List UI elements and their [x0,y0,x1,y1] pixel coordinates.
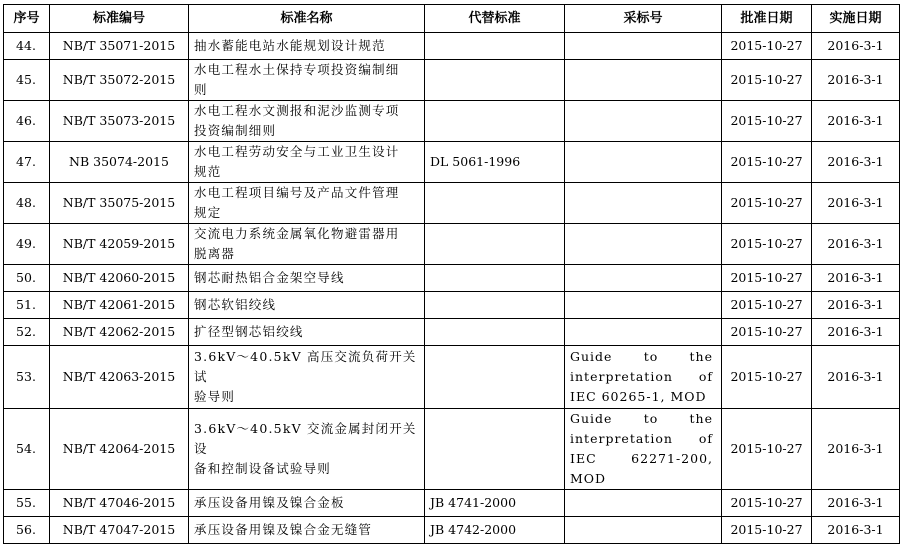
cell-name-line: 则 [194,82,208,97]
cell-code: NB/T 35071-2015 [50,33,189,60]
cell-no: 48. [4,183,50,224]
table-row [4,490,900,517]
cell-adopted [565,101,722,142]
cell-code: NB/T 42062-2015 [50,319,189,346]
cell-adopted-line [570,387,713,407]
cell-name [189,183,425,224]
cell-adopted [565,517,722,544]
cell-name [189,490,425,517]
cell-adopted-word: Guide [570,411,613,426]
cell-approved: 2015-10-27 [722,60,812,101]
cell-adopted [565,60,722,101]
cell-name [189,101,425,142]
cell-replaces [425,409,565,490]
cell-approved: 2015-10-27 [722,183,812,224]
cell-name-line: 抽水蓄能电站水能规划设计规范 [194,38,386,53]
cell-replaces: JB 4742-2000 [425,517,565,544]
cell-no: 45. [4,60,50,101]
cell-adopted-line [570,367,713,387]
cell-name-line: 备和控制设备试验导则 [194,461,332,476]
cell-name-line: 承压设备用镍及镍合金无缝管 [194,522,373,537]
table-row [4,319,900,346]
cell-code: NB/T 42061-2015 [50,292,189,319]
cell-code: NB/T 35075-2015 [50,183,189,224]
cell-name [189,33,425,60]
cell-name [189,292,425,319]
cell-no: 50. [4,265,50,292]
cell-name [189,517,425,544]
header-code: 标准编号 [50,5,189,33]
cell-no: 52. [4,319,50,346]
cell-adopted-word: the [689,349,713,364]
cell-effective: 2016-3-1 [812,319,900,346]
cell-adopted-line [570,449,713,489]
cell-approved: 2015-10-27 [722,142,812,183]
cell-approved: 2015-10-27 [722,33,812,60]
cell-name [189,60,425,101]
cell-no: 47. [4,142,50,183]
cell-name-line: 规定 [194,205,222,220]
table-row [4,517,900,544]
cell-name-line: 钢芯耐热铝合金架空导线 [194,270,345,285]
cell-replaces [425,292,565,319]
cell-code: NB/T 35072-2015 [50,60,189,101]
cell-adopted-word: IEC 62271-200, MOD [570,451,713,486]
cell-adopted [565,142,722,183]
cell-effective: 2016-3-1 [812,142,900,183]
cell-replaces [425,319,565,346]
header-replaces: 代替标准 [425,5,565,33]
cell-name-line: 水电工程水文测报和泥沙监测专项 [194,103,400,118]
cell-name-line: 水电工程水土保持专项投资编制细 [194,62,400,77]
cell-name-line: 水电工程劳动安全与工业卫生设计 [194,144,400,159]
cell-no: 49. [4,224,50,265]
header-no: 序号 [4,5,50,33]
cell-name [189,319,425,346]
cell-name [189,224,425,265]
cell-name-line: 钢芯软铝绞线 [194,297,277,312]
cell-adopted-word: of [698,369,713,384]
cell-adopted [565,265,722,292]
cell-approved: 2015-10-27 [722,224,812,265]
cell-replaces: JB 4741-2000 [425,490,565,517]
table-body [4,33,900,544]
cell-code: NB/T 42064-2015 [50,409,189,490]
table-row [4,101,900,142]
cell-effective: 2016-3-1 [812,265,900,292]
cell-replaces [425,346,565,409]
cell-code: NB/T 42063-2015 [50,346,189,409]
cell-replaces [425,33,565,60]
cell-name-line: 扩径型钢芯铝绞线 [194,324,304,339]
cell-effective: 2016-3-1 [812,292,900,319]
header-approved: 批准日期 [722,5,812,33]
cell-adopted [565,33,722,60]
table-row [4,142,900,183]
cell-approved: 2015-10-27 [722,265,812,292]
standards-table-container [3,4,900,544]
cell-code: NB/T 42060-2015 [50,265,189,292]
cell-replaces [425,101,565,142]
table-row [4,292,900,319]
cell-approved: 2015-10-27 [722,101,812,142]
cell-no: 51. [4,292,50,319]
cell-effective: 2016-3-1 [812,33,900,60]
cell-adopted [565,409,722,490]
cell-adopted-word: Guide [570,349,613,364]
cell-effective: 2016-3-1 [812,409,900,490]
cell-name-line: 水电工程项目编号及产品文件管理 [194,185,400,200]
cell-adopted-line [570,429,713,449]
cell-effective: 2016-3-1 [812,101,900,142]
cell-replaces [425,265,565,292]
cell-approved: 2015-10-27 [722,292,812,319]
cell-replaces [425,183,565,224]
cell-adopted [565,490,722,517]
cell-effective: 2016-3-1 [812,346,900,409]
table-row [4,346,900,409]
standards-table [3,4,900,544]
cell-adopted [565,183,722,224]
cell-no: 53. [4,346,50,409]
cell-replaces [425,60,565,101]
cell-adopted [565,224,722,265]
cell-code: NB/T 47046-2015 [50,490,189,517]
cell-approved: 2015-10-27 [722,490,812,517]
cell-name [189,142,425,183]
table-row [4,224,900,265]
cell-adopted [565,346,722,409]
cell-adopted-word: interpretation [570,369,673,384]
cell-adopted-word: of [698,431,713,446]
table-row [4,265,900,292]
cell-adopted-word: to [643,349,659,364]
cell-adopted-word: the [689,411,713,426]
cell-name-line: 投资编制细则 [194,123,277,138]
table-row [4,409,900,490]
table-row [4,60,900,101]
cell-adopted [565,319,722,346]
cell-no: 55. [4,490,50,517]
cell-replaces [425,224,565,265]
cell-name-line: 交流电力系统金属氧化物避雷器用 [194,226,400,241]
cell-effective: 2016-3-1 [812,490,900,517]
cell-adopted-word: to [643,411,659,426]
cell-adopted-line [570,347,713,367]
cell-name [189,265,425,292]
cell-adopted-word: interpretation [570,431,673,446]
cell-effective: 2016-3-1 [812,224,900,265]
cell-effective: 2016-3-1 [812,183,900,224]
cell-name [189,409,425,490]
cell-name-line: 规范 [194,164,222,179]
cell-name-line: 验导则 [194,389,236,404]
cell-name [189,346,425,409]
cell-name-line: 3.6kV～40.5kV 交流金属封闭开关设 [194,421,417,456]
header-adopted: 采标号 [565,5,722,33]
cell-adopted-word: IEC 60265-1, MOD [570,389,707,404]
cell-effective: 2016-3-1 [812,60,900,101]
cell-code: NB/T 42059-2015 [50,224,189,265]
table-header [4,5,900,33]
cell-code: NB/T 35073-2015 [50,101,189,142]
cell-name-line: 3.6kV～40.5kV 高压交流负荷开关试 [194,349,417,384]
cell-name-line: 脱离器 [194,246,236,261]
cell-approved: 2015-10-27 [722,319,812,346]
cell-approved: 2015-10-27 [722,409,812,490]
cell-approved: 2015-10-27 [722,346,812,409]
cell-adopted [565,292,722,319]
cell-adopted-line [570,409,713,429]
cell-no: 46. [4,101,50,142]
cell-code: NB/T 47047-2015 [50,517,189,544]
cell-name-line: 承压设备用镍及镍合金板 [194,495,345,510]
header-name: 标准名称 [189,5,425,33]
header-effective: 实施日期 [812,5,900,33]
cell-approved: 2015-10-27 [722,517,812,544]
header-row [4,5,900,33]
cell-code: NB 35074-2015 [50,142,189,183]
cell-replaces: DL 5061-1996 [425,142,565,183]
cell-effective: 2016-3-1 [812,517,900,544]
cell-no: 54. [4,409,50,490]
table-row [4,33,900,60]
cell-no: 56. [4,517,50,544]
table-row [4,183,900,224]
cell-no: 44. [4,33,50,60]
